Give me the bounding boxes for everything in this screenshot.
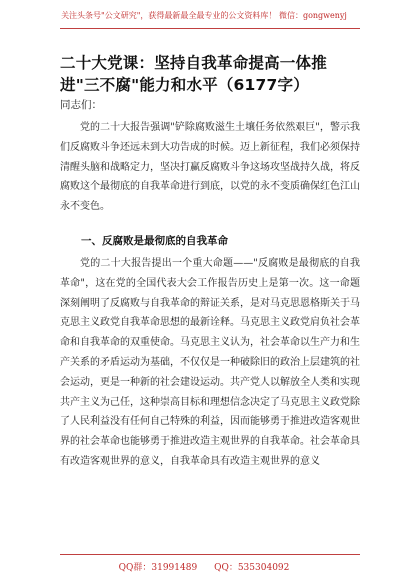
- footer-contact: [0, 560, 408, 573]
- page-header: [0, 0, 408, 32]
- footer-qq: QQ：535304092: [214, 563, 290, 573]
- document-title: 二十大党课：坚持自我革命提高一体推进"三不腐"能力和水平（6177字）: [60, 54, 327, 94]
- header-divider: [60, 28, 360, 29]
- page-footer: [0, 548, 408, 580]
- header-banner-text: 关注头条号"公文研究"，获得最新最全最专业的公文资料库！ 微信：gongwenyj: [61, 11, 347, 20]
- greeting: 同志们：: [60, 99, 102, 111]
- footer-qq-group: QQ群：31991489: [118, 563, 198, 573]
- intro-paragraph: 党的二十大报告强调"铲除腐败滋生土壤任务依然艰巨"，警示我们反腐败斗争还远未到大功告成的时候。迈上新征程，我们必须保持清醒头脑和战略定力，坚决打赢反腐败斗争这场攻坚战持久战，将反腐败这个最彻底的自我革命进行到底，以党的永不变质确保红色江山永不变色。: [60, 122, 360, 213]
- section-body-paragraph: 党的二十大报告提出一个重大命题——"反腐败是最彻底的自我革命"，这在党的全国代表大会工作报告历史上是第一次。这一命题深刻阐明了反腐败与自我革命的辩证关系，是对马克思恩格斯关于马克思主义政党自我革命思想的最新诠释。马克思主义政党肩负社会革命和自我革命的双重使命。马克思主义认为，社会革命以生产力和生产关系的矛盾运动为基础，不仅仅是一种破除旧的政治上层建筑的社会运动，更是一种新的社会建设运动。共产党人以解放全人类和实现共产主义为己任，这种崇高目标和理想信念决定了马克思主义政党除了人民利益没有任何自己特殊的利益，因而能够勇于推进改造客观世界的社会革命也能够勇于推进改造主观世界的自我革命。社会革命具有改造客观世界的意义，自我革命具有改造主观世界的意义: [60, 258, 360, 467]
- section-heading: 一、反腐败是最彻底的自我革命: [81, 235, 228, 247]
- footer-divider: [60, 554, 360, 555]
